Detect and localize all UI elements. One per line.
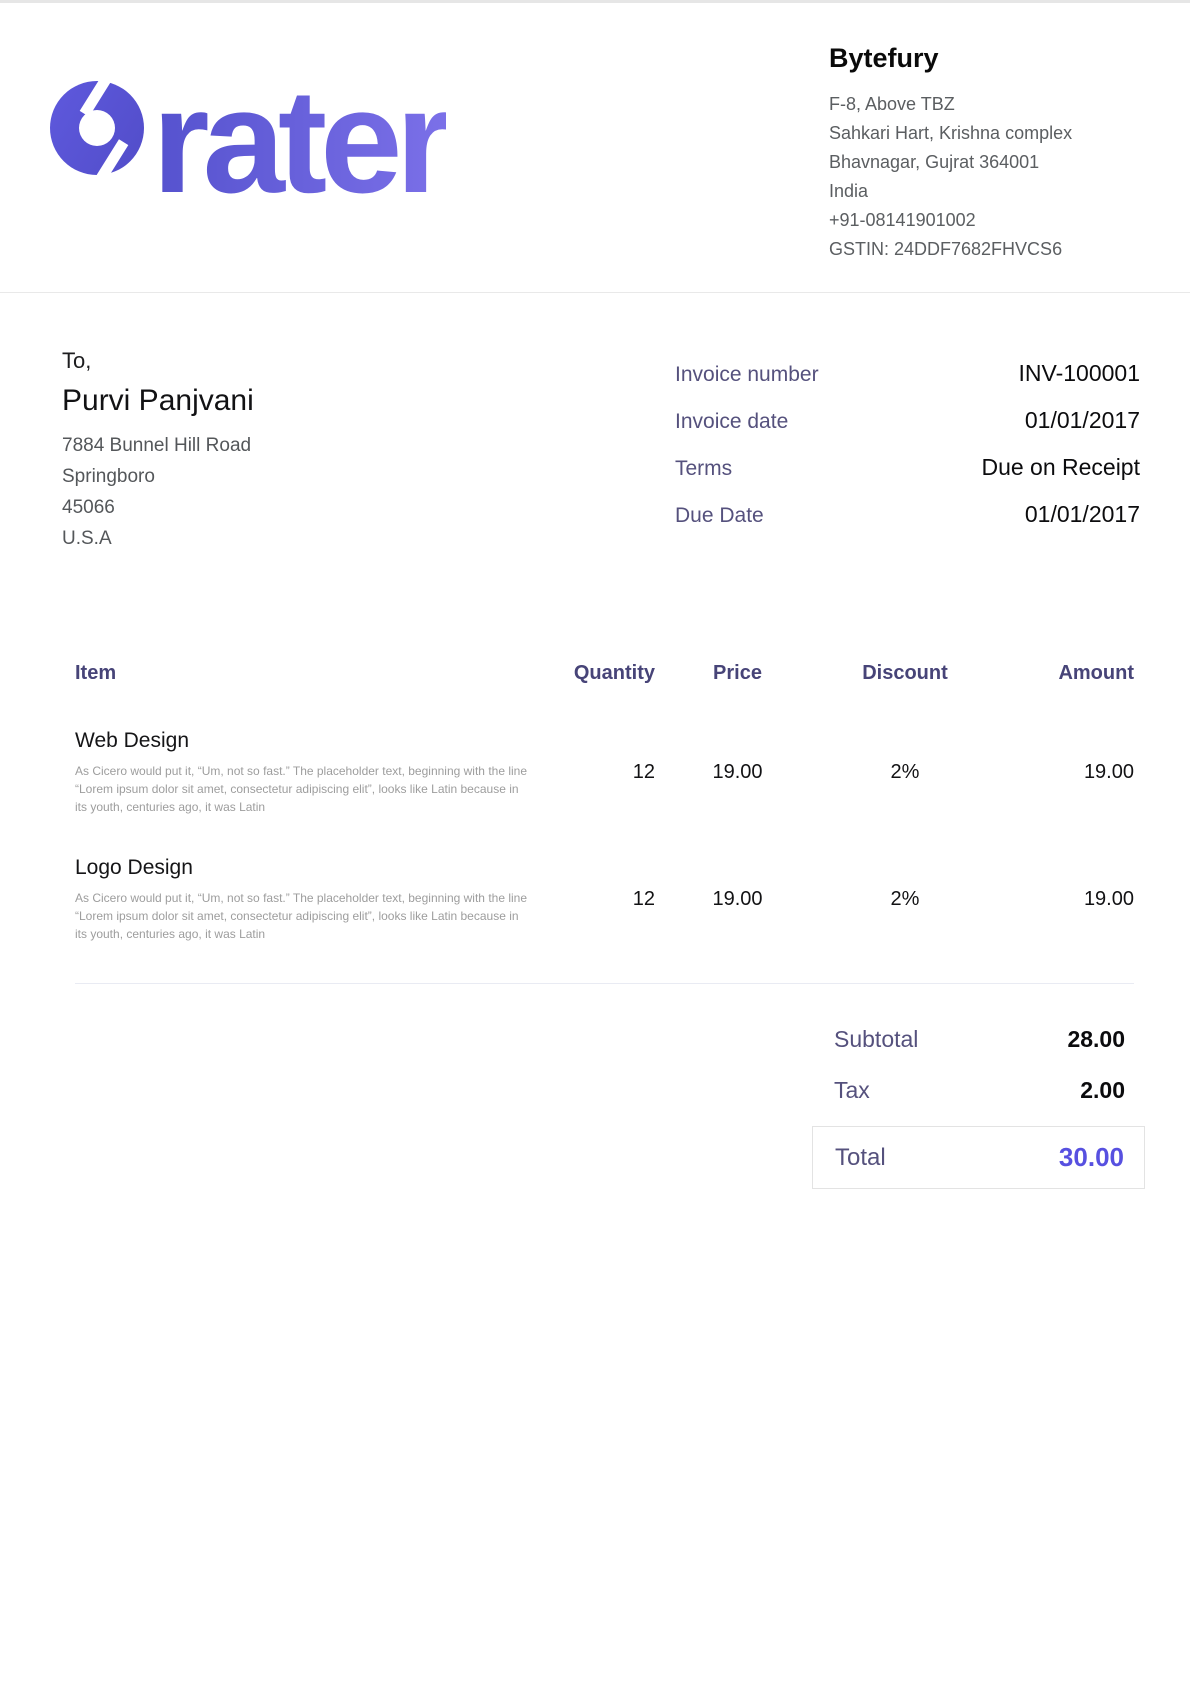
invoice-number-label: Invoice number bbox=[675, 363, 819, 386]
parties-section bbox=[0, 293, 1190, 554]
table-row bbox=[75, 729, 1134, 816]
company-phone: +91-08141901002 bbox=[829, 210, 976, 230]
customer-address-line: 7884 Bunnel Hill Road bbox=[62, 435, 252, 456]
item-amount: 19.00 bbox=[1083, 888, 1134, 910]
crater-logo-icon bbox=[50, 81, 144, 175]
invoice-date-row bbox=[675, 407, 1140, 434]
company-address bbox=[829, 90, 1134, 264]
invoice-date-label: Invoice date bbox=[675, 410, 789, 433]
invoice-header bbox=[0, 3, 1190, 293]
item-cell bbox=[75, 856, 535, 943]
due-date-label: Due Date bbox=[675, 504, 764, 527]
subtotal-row bbox=[812, 1026, 1145, 1053]
customer-address bbox=[62, 430, 254, 554]
bill-to-label: To, bbox=[62, 348, 92, 373]
customer-address-line: Springboro bbox=[62, 466, 155, 487]
terms-value: Due on Receipt bbox=[981, 454, 1140, 480]
item-price: 19.00 bbox=[712, 761, 763, 783]
subtotal-label: Subtotal bbox=[834, 1026, 919, 1052]
item-cell bbox=[75, 729, 535, 816]
customer-address-line: 45066 bbox=[62, 497, 115, 518]
terms-label: Terms bbox=[675, 457, 733, 480]
total-value: 30.00 bbox=[1058, 1142, 1124, 1172]
col-header-quantity: Quantity bbox=[573, 662, 655, 684]
crater-logo-text: rater bbox=[152, 58, 447, 224]
col-header-price: Price bbox=[713, 662, 762, 684]
table-row bbox=[75, 856, 1134, 943]
invoice-date-value: 01/01/2017 bbox=[1024, 407, 1140, 433]
tax-row bbox=[812, 1077, 1145, 1104]
total-label: Total bbox=[835, 1143, 886, 1171]
item-quantity: 12 bbox=[632, 761, 655, 783]
logo-hole bbox=[79, 110, 115, 146]
tax-value: 2.00 bbox=[1080, 1077, 1125, 1103]
col-header-item: Item bbox=[75, 662, 117, 684]
item-price: 19.00 bbox=[712, 888, 763, 910]
terms-row bbox=[675, 454, 1140, 481]
items-table bbox=[75, 662, 1134, 984]
invoice-number-value: INV-100001 bbox=[1018, 360, 1140, 386]
company-address-line: F-8, Above TBZ bbox=[829, 94, 955, 114]
due-date-row bbox=[675, 501, 1140, 528]
item-description: As Cicero would put it, “Um, not so fast.” The placeholder text, beginning with the line “Lorem ipsum dolor sit amet, consectetur adipiscing elit”, looks like Latin because in its youth, centuries ago, it was Latin bbox=[75, 764, 528, 814]
crater-logo bbox=[50, 58, 447, 224]
company-gstin: GSTIN: 24DDF7682FHVCS6 bbox=[829, 239, 1063, 259]
subtotal-value: 28.00 bbox=[1067, 1026, 1125, 1052]
due-date-value: 01/01/2017 bbox=[1024, 501, 1140, 527]
company-address-line: India bbox=[829, 181, 869, 201]
tax-label: Tax bbox=[834, 1077, 870, 1103]
bill-to-block bbox=[62, 348, 254, 554]
invoice-meta-block bbox=[675, 348, 1140, 554]
company-info-block bbox=[829, 41, 1134, 264]
items-divider bbox=[75, 983, 1134, 984]
customer-address-line: U.S.A bbox=[62, 528, 112, 549]
item-name: Web Design bbox=[75, 729, 190, 752]
item-discount: 2% bbox=[890, 761, 920, 783]
items-table-header bbox=[75, 662, 1134, 685]
invoice-number-row bbox=[675, 360, 1140, 387]
customer-name: Purvi Panjvani bbox=[62, 384, 254, 417]
col-header-amount: Amount bbox=[1058, 662, 1134, 684]
company-address-line: Bhavnagar, Gujrat 364001 bbox=[829, 152, 1040, 172]
item-name: Logo Design bbox=[75, 856, 193, 879]
item-description: As Cicero would put it, “Um, not so fast.” The placeholder text, beginning with the line “Lorem ipsum dolor sit amet, consectetur adipiscing elit”, looks like Latin because in its youth, centuries ago, it was Latin bbox=[75, 891, 528, 941]
item-discount: 2% bbox=[890, 888, 920, 910]
col-header-discount: Discount bbox=[862, 662, 948, 684]
totals-section bbox=[812, 1026, 1145, 1189]
total-box bbox=[812, 1126, 1145, 1189]
company-name: Bytefury bbox=[829, 43, 939, 73]
item-quantity: 12 bbox=[632, 888, 655, 910]
company-address-line: Sahkari Hart, Krishna complex bbox=[829, 123, 1073, 143]
item-amount: 19.00 bbox=[1083, 761, 1134, 783]
